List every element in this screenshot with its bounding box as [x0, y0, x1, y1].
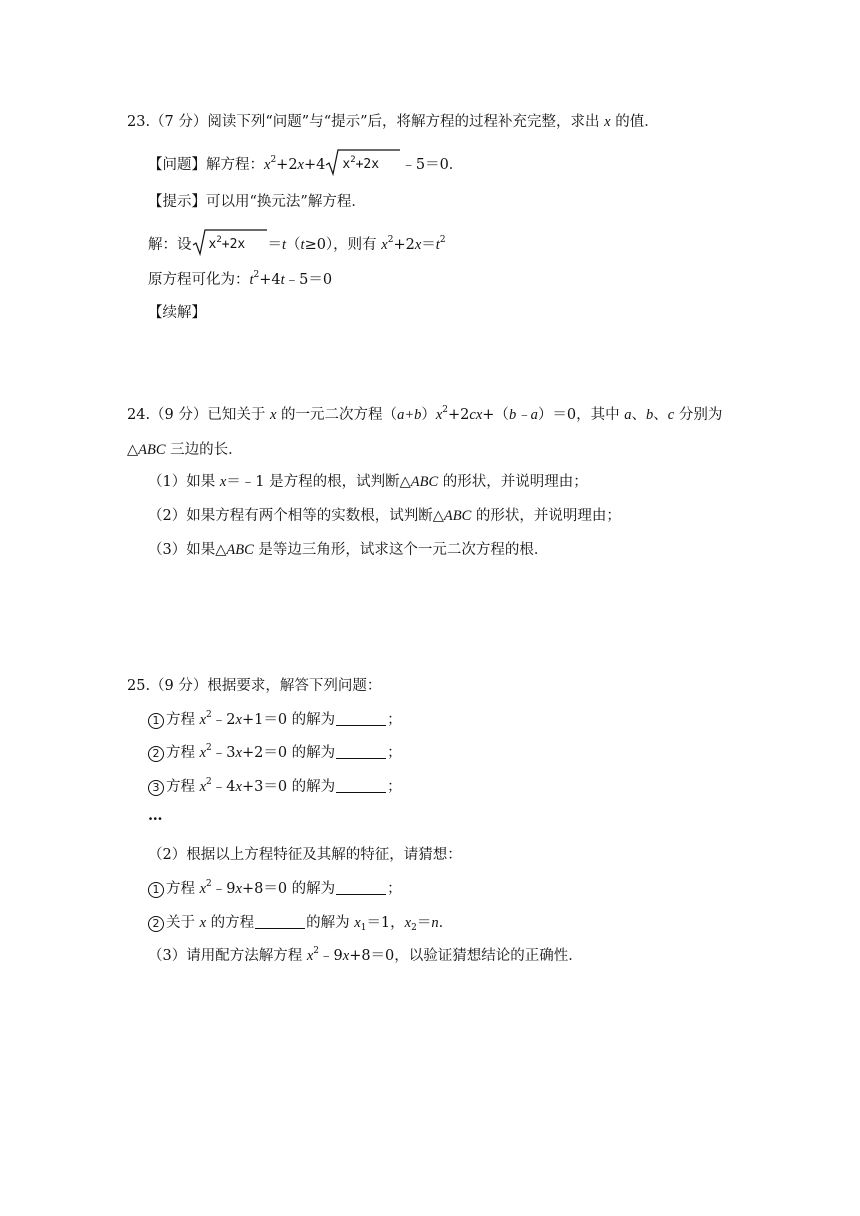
semicolon: ； [387, 745, 402, 761]
line2-tail: 三边的长． [165, 442, 243, 458]
exponent: 2 [387, 235, 394, 245]
answer-blank[interactable] [336, 711, 386, 726]
var-x: x [264, 157, 271, 173]
var-x: x [199, 881, 207, 897]
ellipsis: … [148, 807, 163, 824]
circled-number: 1 [148, 713, 164, 729]
eq-mid: ﹣4 [211, 779, 236, 795]
eq-tail: +1＝0 的解为 [241, 712, 336, 728]
var-t: t [435, 237, 440, 253]
q25-guess2 [148, 913, 453, 933]
p3-pre: （3）如果△ [148, 542, 227, 558]
eq-mid: ﹣9 [211, 881, 236, 897]
var-x: x [199, 779, 207, 795]
circled-number: 2 [148, 916, 164, 932]
var-x: x [199, 745, 207, 761]
eq-part: +2 [393, 237, 415, 253]
circled-number: 1 [148, 882, 164, 898]
circled-number: 2 [148, 746, 164, 762]
p3-tail: +8＝0，以验证猜想结论的正确性． [349, 948, 583, 964]
exponent: 2 [206, 710, 212, 720]
q25-part3 [148, 946, 583, 966]
eq-tail: ﹣5＝0． [401, 157, 464, 173]
var-x: x [435, 407, 443, 423]
exponent: 2 [350, 155, 356, 165]
eq-tail: ﹣5＝0 [284, 272, 333, 288]
eq-sign: ＝ [267, 237, 282, 253]
subscript: 1 [360, 923, 367, 933]
semicolon: ； [387, 779, 402, 795]
exponent: 2 [439, 235, 446, 245]
term-cx: cx [469, 407, 483, 423]
eq-part: +4 [259, 272, 281, 288]
sep: 、 [653, 407, 668, 423]
answer-blank[interactable] [336, 880, 386, 895]
p1-mid: ＝﹣1 是方程的根，试判断△ [226, 474, 411, 490]
exponent: 2 [206, 743, 212, 753]
var-a: a [624, 407, 632, 423]
g2-tail: 的解为 [306, 915, 355, 931]
eq-part: ＝ [416, 915, 432, 931]
eq-sign: ＝ [421, 237, 436, 253]
q24-tail: 分别为 [674, 407, 723, 423]
p2-pre: （2）如果方程有两个相等的实数根，试判断△ [148, 508, 444, 524]
radicand-rest: +2x [221, 237, 246, 252]
q25-heading-text: 25.（9 分）根据要求，解答下列问题： [127, 678, 382, 694]
q23-continue [148, 303, 206, 323]
term-ba: b﹣a [508, 407, 538, 423]
p2-text: （2）根据以上方程特征及其解的特征，请猜想： [148, 847, 462, 863]
eq-mid: ﹣3 [211, 745, 236, 761]
eq-part: +2 [276, 157, 298, 173]
triangle-abc: ABC [138, 442, 166, 458]
q23-hint [148, 192, 366, 212]
q25-heading [127, 676, 381, 696]
exponent: 2 [216, 235, 222, 245]
q25-eq3 [148, 777, 402, 797]
answer-blank[interactable] [336, 744, 386, 759]
exponent: 2 [270, 155, 277, 165]
p1-tail: 的形状，并说明理由； [438, 474, 588, 490]
q24-mid: 的一元二次方程（ [276, 407, 398, 423]
p2-tail: 的形状，并说明理由； [471, 508, 621, 524]
q24-mid5: ）＝0，其中 [537, 407, 625, 423]
q25-guess1 [148, 879, 402, 899]
q24-part1 [148, 472, 588, 492]
triangle-abc: ABC [443, 508, 472, 524]
reduce-pre: 原方程可化为： [148, 272, 250, 288]
q23-heading-text: 23.（7 分）阅读下列“问题”与“提示”后，将解方程的过程补充完整，求出 [127, 114, 605, 130]
var-x: x [306, 948, 314, 964]
cond-pre: （ [286, 237, 301, 253]
q24-mid2: ） [421, 407, 436, 423]
cond-post: ≥0），则有 [304, 237, 382, 253]
circled-number: 3 [148, 780, 164, 796]
var-x: x [219, 474, 227, 490]
p3-tail: 是等边三角形，试求这个一元二次方程的根． [253, 542, 549, 558]
radicand-x: x [342, 157, 351, 172]
var-x: x [604, 114, 611, 130]
answer-blank[interactable] [336, 778, 386, 793]
var-t: t [280, 272, 285, 288]
triangle-abc: ABC [226, 542, 254, 558]
exponent: 2 [313, 946, 320, 956]
q25-eq1 [148, 710, 402, 730]
radicand-x: x [208, 237, 217, 252]
eq-pre: 方程 [166, 779, 200, 795]
var-x: x [235, 712, 242, 728]
q25-part2 [148, 845, 462, 865]
radicand-rest: +2x [355, 157, 380, 172]
eq-mid: ﹣2 [211, 712, 236, 728]
semicolon: ； [387, 881, 402, 897]
q24-part3 [148, 540, 548, 560]
var-x: x [381, 237, 388, 253]
var-x: x [404, 915, 412, 931]
q24-mid3: +2 [448, 407, 470, 423]
sqrt-symbol [325, 148, 401, 176]
q23-heading [127, 112, 659, 132]
exponent: 2 [206, 879, 212, 889]
q25-ellipsis [148, 806, 163, 826]
exponent: 2 [442, 405, 449, 415]
g2-pre: 关于 [166, 915, 200, 931]
q24-part2 [148, 506, 621, 526]
exponent: 2 [206, 777, 212, 787]
var-t: t [282, 237, 287, 253]
var-x: x [235, 779, 242, 795]
triangle-abc: ABC [410, 474, 439, 490]
semicolon: ； [387, 712, 402, 728]
q24-pre: 24.（9 分）已知关于 [127, 407, 271, 423]
eq-part: ＝1， [366, 915, 405, 931]
q25-eq2 [148, 743, 402, 763]
period: ． [438, 915, 454, 931]
q23-heading-tail: 的值． [610, 114, 659, 130]
eq-tail: +8＝0 的解为 [241, 881, 336, 897]
hint-text: 【提示】可以用“换元法”解方程． [148, 194, 366, 210]
eq-tail: +2＝0 的解为 [241, 745, 336, 761]
var-x: x [199, 712, 207, 728]
g2-mid: 的方程 [206, 915, 255, 931]
var-x: x [342, 948, 350, 964]
var-t: t [300, 237, 305, 253]
eq-pre: 方程 [166, 712, 200, 728]
var-x: x [297, 157, 304, 173]
var-x: x [270, 407, 277, 423]
eq-part: +4 [303, 157, 326, 173]
coef-ab: a+b [397, 407, 422, 423]
p1-pre: （1）如果 [148, 474, 220, 490]
p3-mid: ﹣9 [319, 948, 343, 964]
triangle-sign: △ [127, 442, 139, 458]
var-x: x [354, 915, 361, 931]
var-x: x [199, 915, 207, 931]
var-t: t [249, 272, 254, 288]
sep: 、 [631, 407, 647, 423]
sol-pre: 解：设 [148, 237, 192, 253]
q24-line2 [127, 440, 243, 460]
sqrt-symbol [192, 228, 268, 256]
q23-reduce [148, 270, 332, 290]
q24-heading [127, 405, 722, 425]
answer-blank[interactable] [255, 914, 305, 929]
var-n: n [431, 915, 439, 931]
var-b: b [646, 407, 654, 423]
eq-tail: +3＝0 的解为 [241, 779, 336, 795]
subscript: 2 [411, 923, 417, 933]
exponent: 2 [253, 270, 260, 280]
problem-label: 【问题】解方程： [148, 157, 264, 173]
var-c: c [667, 407, 675, 423]
eq-pre: 方程 [166, 881, 200, 897]
q24-mid4: +（ [482, 407, 509, 423]
q23-solution [148, 228, 446, 256]
eq-pre: 方程 [166, 745, 200, 761]
var-x: x [235, 745, 242, 761]
var-x: x [235, 881, 242, 897]
continue-label: 【续解】 [148, 305, 206, 321]
p3-pre: （3）请用配方法解方程 [148, 948, 307, 964]
q23-problem [148, 148, 463, 176]
var-x: x [414, 237, 422, 253]
